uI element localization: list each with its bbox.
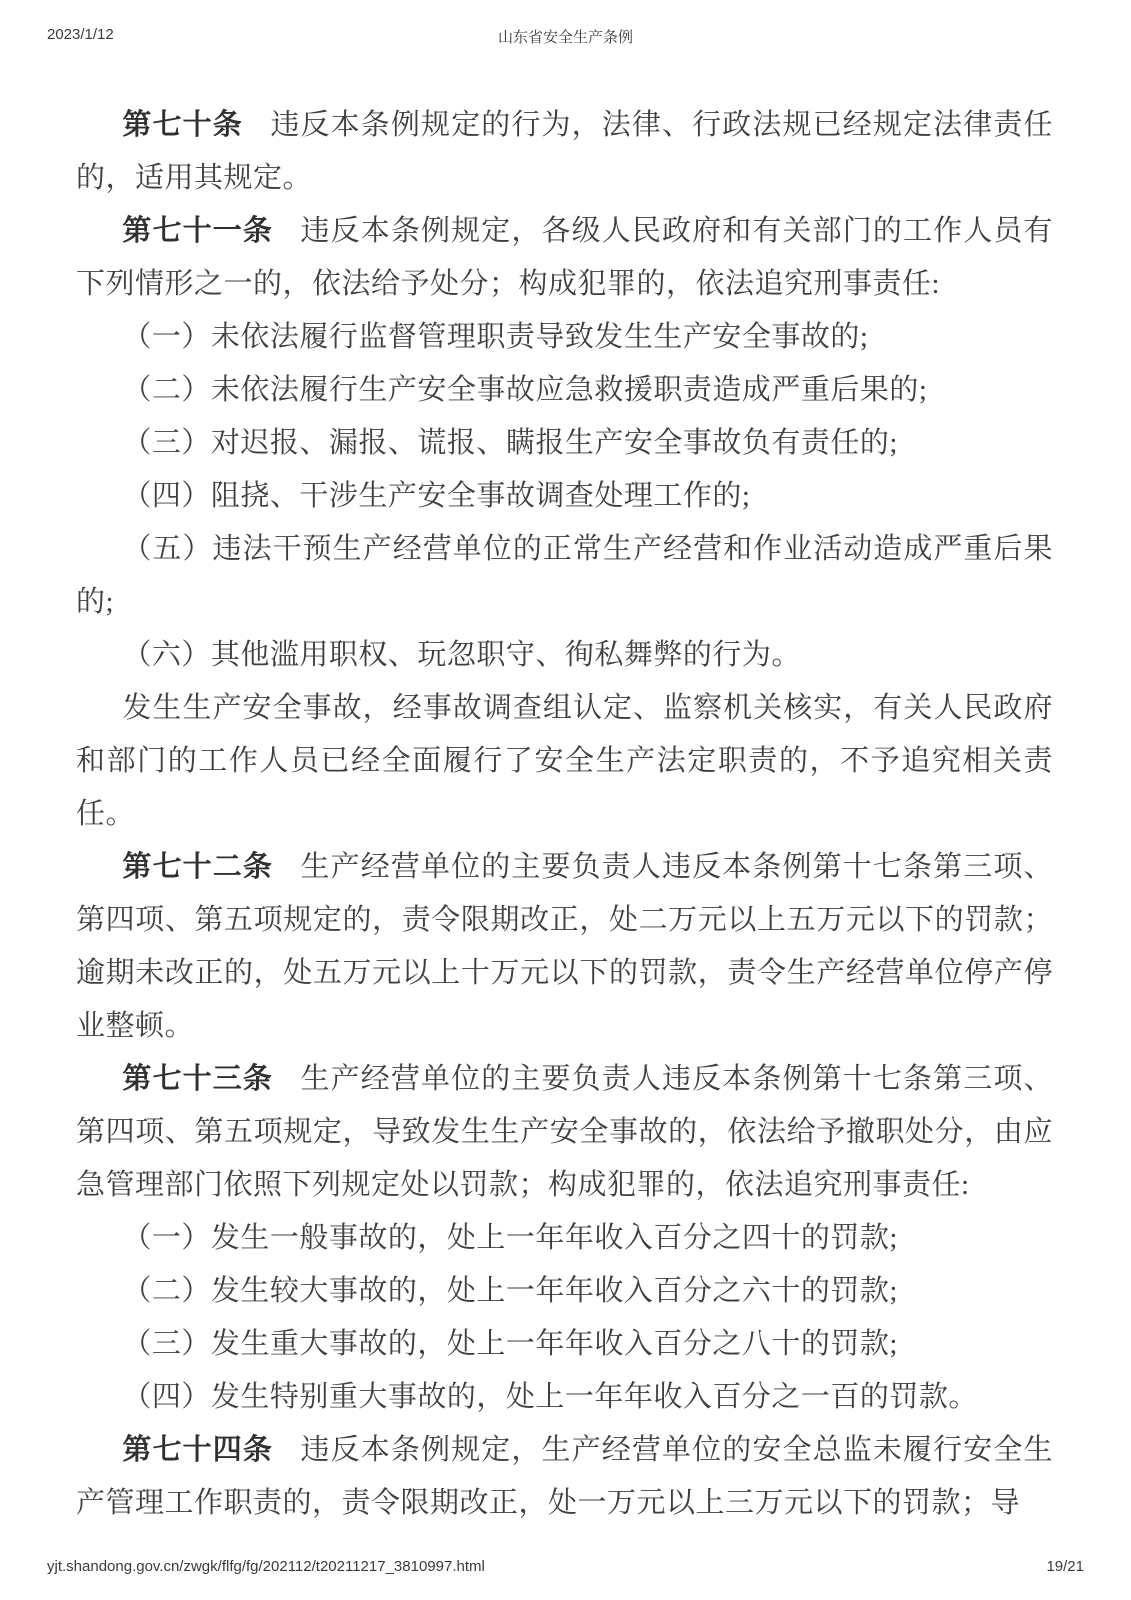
source-url: yjt.shandong.gov.cn/zwgk/flfg/fg/202112/t20211217_3810997.html: [47, 1558, 485, 1575]
list-item-text: （六）其他滥用职权、玩忽职守、徇私舞弊的行为。: [122, 639, 801, 671]
article-number: 第七十二条: [122, 851, 273, 883]
list-item-text: （四）阻挠、干涉生产安全事故调查处理工作的;: [122, 480, 751, 512]
list-item-text: （二）发生较大事故的，处上一年年收入百分之六十的罚款;: [122, 1275, 898, 1307]
print-header: [47, 26, 1084, 44]
body-paragraph-text: 发生生产安全事故，经事故调查组认定、监察机关核实，有关人民政府和部门的工作人员已经全面履行了安全生产法定职责的，不予追究相关责任。: [76, 692, 1053, 830]
list-item-text: （一）发生一般事故的，处上一年年收入百分之四十的罚款;: [122, 1222, 898, 1254]
list-item-text: （四）发生特别重大事故的，处上一年年收入百分之一百的罚款。: [122, 1381, 978, 1413]
list-item-text: （三）对迟报、漏报、谎报、瞒报生产安全事故负有责任的;: [122, 427, 898, 459]
list-item-text: （一）未依法履行监督管理职责导致发生生产安全事故的;: [122, 321, 869, 353]
article-paragraph: [76, 1424, 1053, 1530]
article-number: 第七十四条: [122, 1434, 273, 1466]
article-text: 生产经营单位的主要负责人违反本条例第十七条第三项、第四项、第五项规定，导致发生生产安全事故的，依法给予撤职处分，由应急管理部门依照下列规定处以罚款；构成犯罪的，依法追究刑事责任:: [76, 1063, 1053, 1201]
article-text: 违反本条例规定，各级人民政府和有关部门的工作人员有下列情形之一的，依法给予处分；构成犯罪的，依法追究刑事责任:: [76, 215, 1053, 300]
list-item: [76, 470, 1053, 523]
list-item: [76, 417, 1053, 470]
list-item-text: （二）未依法履行生产安全事故应急救援职责造成严重后果的;: [122, 374, 928, 406]
list-item-text: （三）发生重大事故的，处上一年年收入百分之八十的罚款;: [122, 1328, 898, 1360]
list-item: [76, 629, 1053, 682]
list-item-text: （五）违法干预生产经营单位的正常生产经营和作业活动造成严重后果的;: [76, 533, 1053, 618]
list-item: [76, 311, 1053, 364]
article-paragraph: [76, 99, 1053, 205]
print-footer: [47, 1558, 1084, 1576]
article-number: 第七十条: [122, 109, 243, 141]
list-item: [76, 1371, 1053, 1424]
print-date: 2023/1/12: [47, 26, 114, 43]
article-text: 违反本条例规定，生产经营单位的安全总监未履行安全生产管理工作职责的，责令限期改正，处一万元以上三万元以下的罚款；导: [76, 1434, 1053, 1519]
article-number: 第七十一条: [122, 215, 273, 247]
list-item: [76, 364, 1053, 417]
list-item: [76, 523, 1053, 629]
document-title: 山东省安全生产条例: [497, 29, 633, 46]
document-body: [76, 99, 1053, 1530]
page-number: 19/21: [1046, 1558, 1084, 1575]
article-paragraph: [76, 205, 1053, 311]
article-paragraph: [76, 1053, 1053, 1212]
body-paragraph: [76, 682, 1053, 841]
list-item: [76, 1318, 1053, 1371]
list-item: [76, 1212, 1053, 1265]
article-number: 第七十三条: [122, 1063, 273, 1095]
article-text: 生产经营单位的主要负责人违反本条例第十七条第三项、第四项、第五项规定的，责令限期改正，处二万元以上五万元以下的罚款；逾期未改正的，处五万元以上十万元以下的罚款，责令生产经营单位停产停业整顿。: [76, 851, 1053, 1042]
article-text: 违反本条例规定的行为，法律、行政法规已经规定法律责任的，适用其规定。: [76, 109, 1053, 194]
list-item: [76, 1265, 1053, 1318]
article-paragraph: [76, 841, 1053, 1053]
